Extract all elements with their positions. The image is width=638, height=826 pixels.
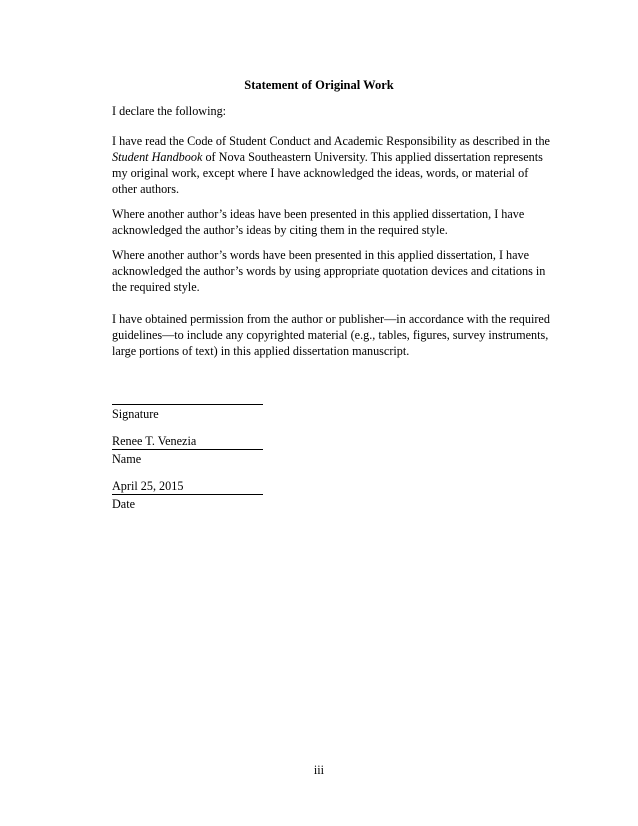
paragraph1-line2 — [112, 149, 552, 165]
name-label: Name — [112, 452, 142, 466]
date-value: April 25, 2015 — [112, 479, 263, 495]
paragraph3-line1: Where another author’s words have been presented in this applied dissertation, I have — [112, 248, 530, 262]
paragraph1-line1: I have read the Code of Student Conduct and Academic Responsibility as described in the — [112, 134, 550, 148]
paragraph-ideas — [112, 206, 552, 238]
paragraph4-line1: I have obtained permission from the author or publisher—in accordance with the required — [112, 312, 550, 326]
signature-label: Signature — [112, 407, 159, 421]
paragraph3-line3: the required style. — [112, 280, 200, 294]
paragraph-permission — [112, 311, 552, 359]
paragraph-code-of-conduct — [112, 133, 552, 197]
paragraph4-line2: guidelines—to include any copyrighted material (e.g., tables, figures, survey instruments, — [112, 328, 549, 342]
paragraph4-line3: large portions of text) in this applied dissertation manuscript. — [112, 344, 410, 358]
paragraph1-line2-rest: of Nova Southeastern University. This applied dissertation represents — [202, 150, 543, 164]
student-handbook-title: Student Handbook — [112, 150, 203, 164]
name-value: Renee T. Venezia — [112, 434, 263, 450]
document-title: Statement of Original Work — [244, 78, 394, 92]
page-number: iii — [313, 763, 325, 777]
declaration-intro-text: I declare the following: — [112, 104, 227, 118]
paragraph2-line2: acknowledged the author’s ideas by citing them in the required style. — [112, 223, 448, 237]
paragraph1-line4: other authors. — [112, 182, 180, 196]
paragraph2-line1: Where another author’s ideas have been presented in this applied dissertation, I have — [112, 207, 525, 221]
signature-line — [112, 404, 263, 405]
declaration-intro — [112, 103, 552, 119]
date-label: Date — [112, 497, 136, 511]
paragraph1-line3: my original work, except where I have acknowledged the ideas, words, or material of — [112, 166, 529, 180]
paragraph-words — [112, 247, 552, 295]
paragraph3-line2: acknowledged the author’s words by using appropriate quotation devices and citations in — [112, 264, 546, 278]
